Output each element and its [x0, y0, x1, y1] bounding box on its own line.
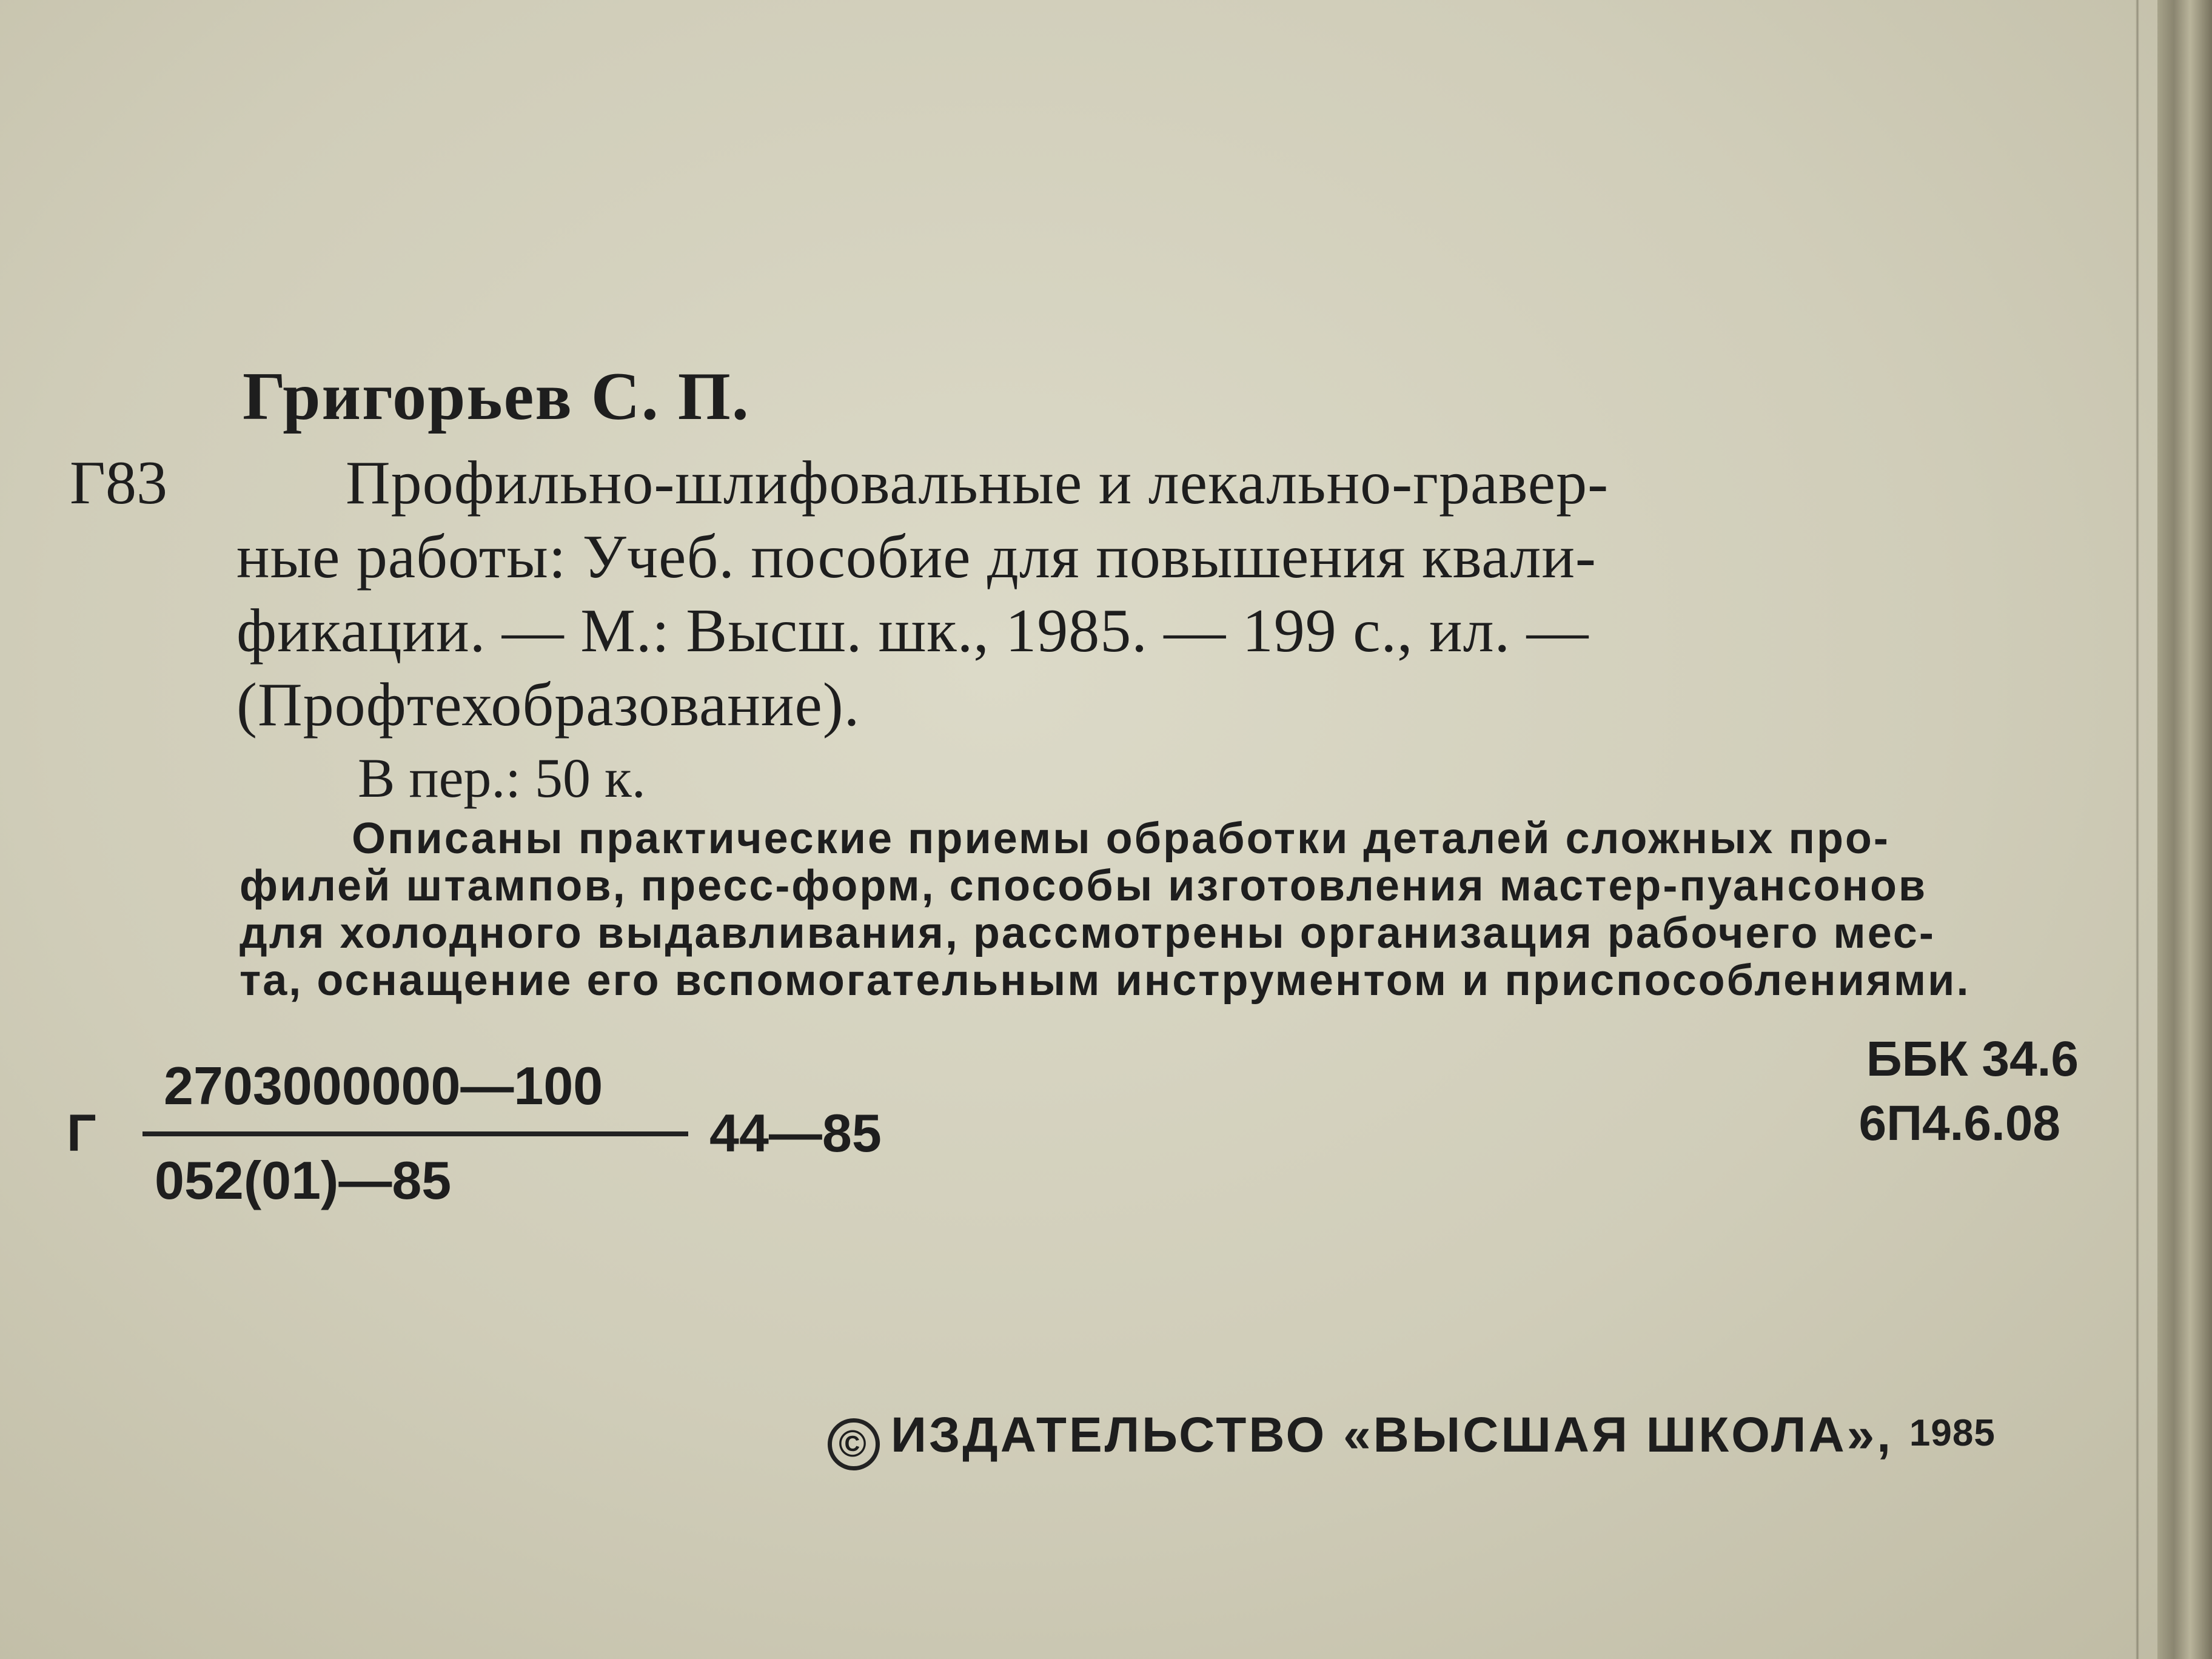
- copyright-notice: [828, 1407, 1996, 1470]
- formula-code: 44—85: [709, 1103, 882, 1163]
- bbk-line-2: 6П4.6.08: [1858, 1096, 2060, 1151]
- title-line-3: фикации. — М.: Высш. шк., 1985. — 199 с., ил. —: [236, 597, 1589, 665]
- abstract-line-3: для холодного выдавливания, рассмотрены организация рабочего мес-: [240, 909, 1936, 957]
- formula-denominator: 052(01)—85: [155, 1150, 452, 1210]
- formula-numerator: 2703000000—100: [164, 1056, 603, 1116]
- abstract-line-2: филей штампов, пресс-форм, способы изготовления мастер-пуансонов: [240, 862, 1928, 910]
- publisher-name: ИЗДАТЕЛЬСТВО «ВЫСШАЯ ШКОЛА»,: [891, 1407, 1894, 1463]
- abstract-line-4: та, оснащение его вспомогательным инструментом и приспособлениями.: [240, 956, 1971, 1005]
- title-line-2: ные работы: Учеб. пособие для повышения квали-: [236, 523, 1597, 591]
- catalog-code: Г83: [70, 449, 167, 517]
- formula-letter: Г: [67, 1104, 96, 1162]
- title-line-4: (Профтехобразование).: [236, 671, 860, 739]
- copyright-year: 1985: [1909, 1412, 1996, 1454]
- page-fold-shadow: [2136, 0, 2139, 1659]
- author-name: Григорьев С. П.: [243, 359, 750, 434]
- page-edge: [2157, 0, 2212, 1659]
- title-line-1: Профильно-шлифовальные и лекально-гравер-: [346, 449, 1609, 517]
- abstract-line-1: Описаны практические приемы обработки деталей сложных про-: [352, 814, 1890, 863]
- bbk-line-1: ББК 34.6: [1866, 1031, 2079, 1087]
- formula-fraction-line: [142, 1131, 688, 1136]
- price: В пер.: 50 к.: [358, 747, 646, 809]
- copyright-icon: ©: [828, 1418, 880, 1470]
